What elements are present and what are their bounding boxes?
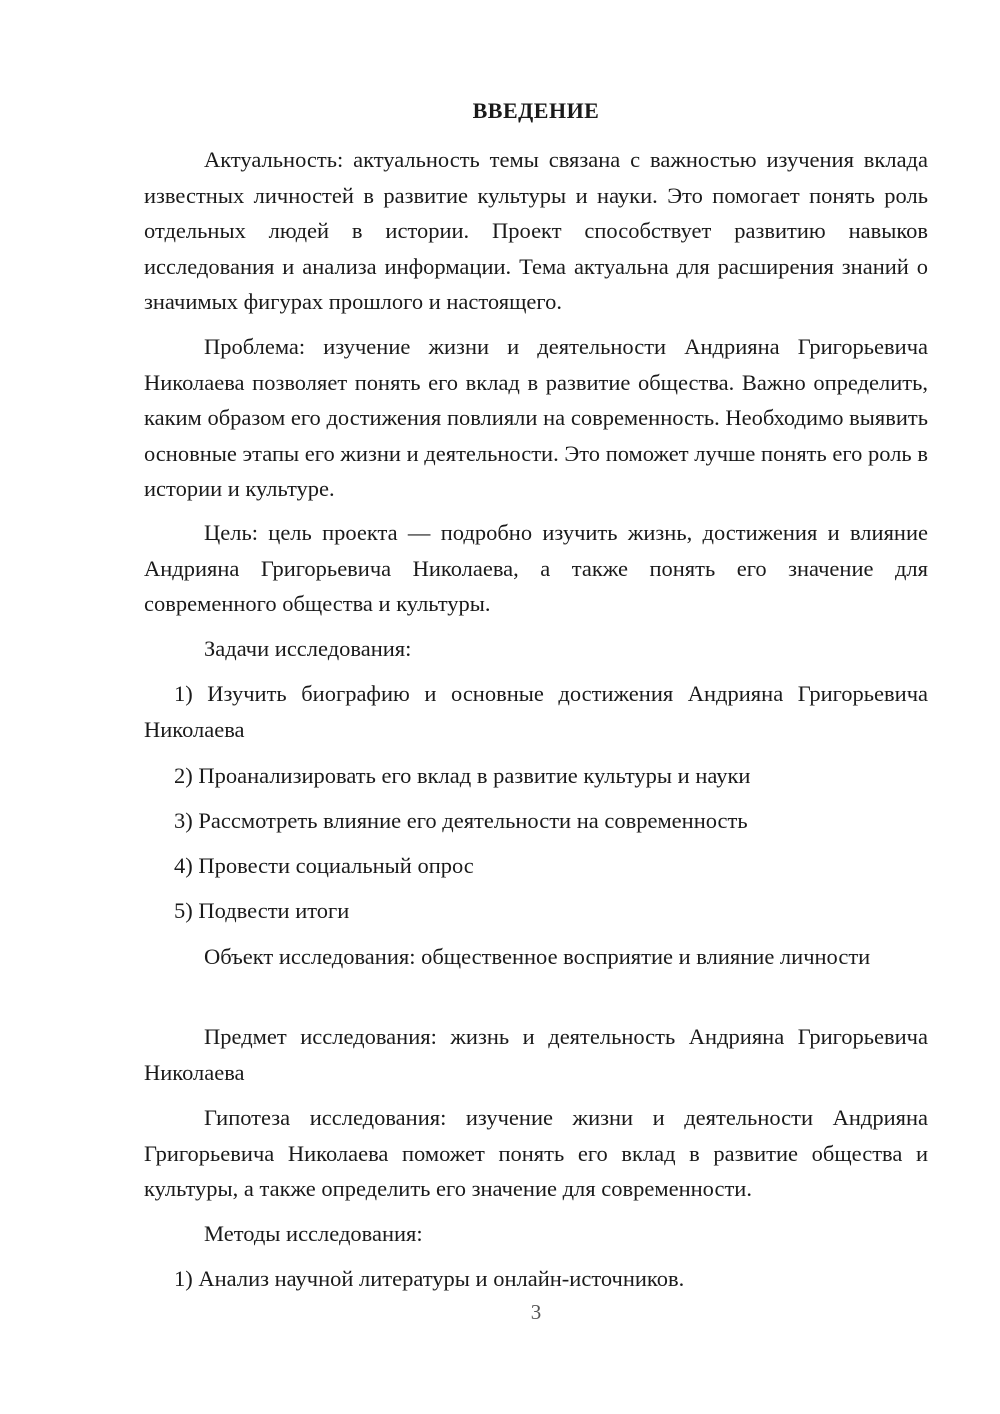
problem-paragraph: Проблема: изучение жизни и деятельности Андрияна Григорьевича Николаева позволяет понять его вклад в развитие общества. Важно определить, каким образом его достижения повлияли на современность. Необходимо выявить основные этапы его жизни и деятельности. Это поможет лучше понять его роль в истории и культуре.	[144, 334, 928, 501]
task-item: 2) Проанализировать его вклад в развитие культуры и науки	[174, 763, 751, 788]
tasks-heading: Задачи исследования:	[204, 636, 412, 661]
task-item: 5) Подвести итоги	[174, 898, 350, 923]
goal-paragraph: Цель: цель проекта — подробно изучить жизнь, достижения и влияние Андрияна Григорьевича Николаева, а также понять его значение для современного общества и культуры.	[144, 520, 928, 616]
relevance-paragraph: Актуальность: актуальность темы связана с важностью изучения вклада известных личностей в развитие культуры и науки. Это помогает понять роль отдельных людей в истории. Проект способствует развитию навыков исследования и анализа информации. Тема актуальна для расширения знаний о значимых фигурах прошлого и настоящего.	[144, 147, 928, 314]
document-page	[144, 0, 928, 1414]
object-paragraph: Объект исследования: общественное восприятие и влияние личности	[204, 944, 871, 969]
methods-heading: Методы исследования:	[204, 1221, 423, 1246]
subject-paragraph: Предмет исследования: жизнь и деятельность Андрияна Григорьевича Николаева	[144, 1024, 928, 1085]
task-item: 4) Провести социальный опрос	[174, 853, 474, 878]
page-number: 3	[530, 1300, 542, 1324]
method-item: 1) Анализ научной литературы и онлайн-источников.	[174, 1266, 685, 1291]
task-item: 1) Изучить биографию и основные достижения Андрияна Григорьевича Николаева	[144, 681, 928, 742]
section-title: ВВЕДЕНИЕ	[472, 98, 600, 123]
hypothesis-paragraph: Гипотеза исследования: изучение жизни и деятельности Андрияна Григорьевича Николаева поможет понять его вклад в развитие общества и культуры, а также определить его значение для современности.	[144, 1105, 928, 1201]
task-item: 3) Рассмотреть влияние его деятельности на современность	[174, 808, 748, 833]
